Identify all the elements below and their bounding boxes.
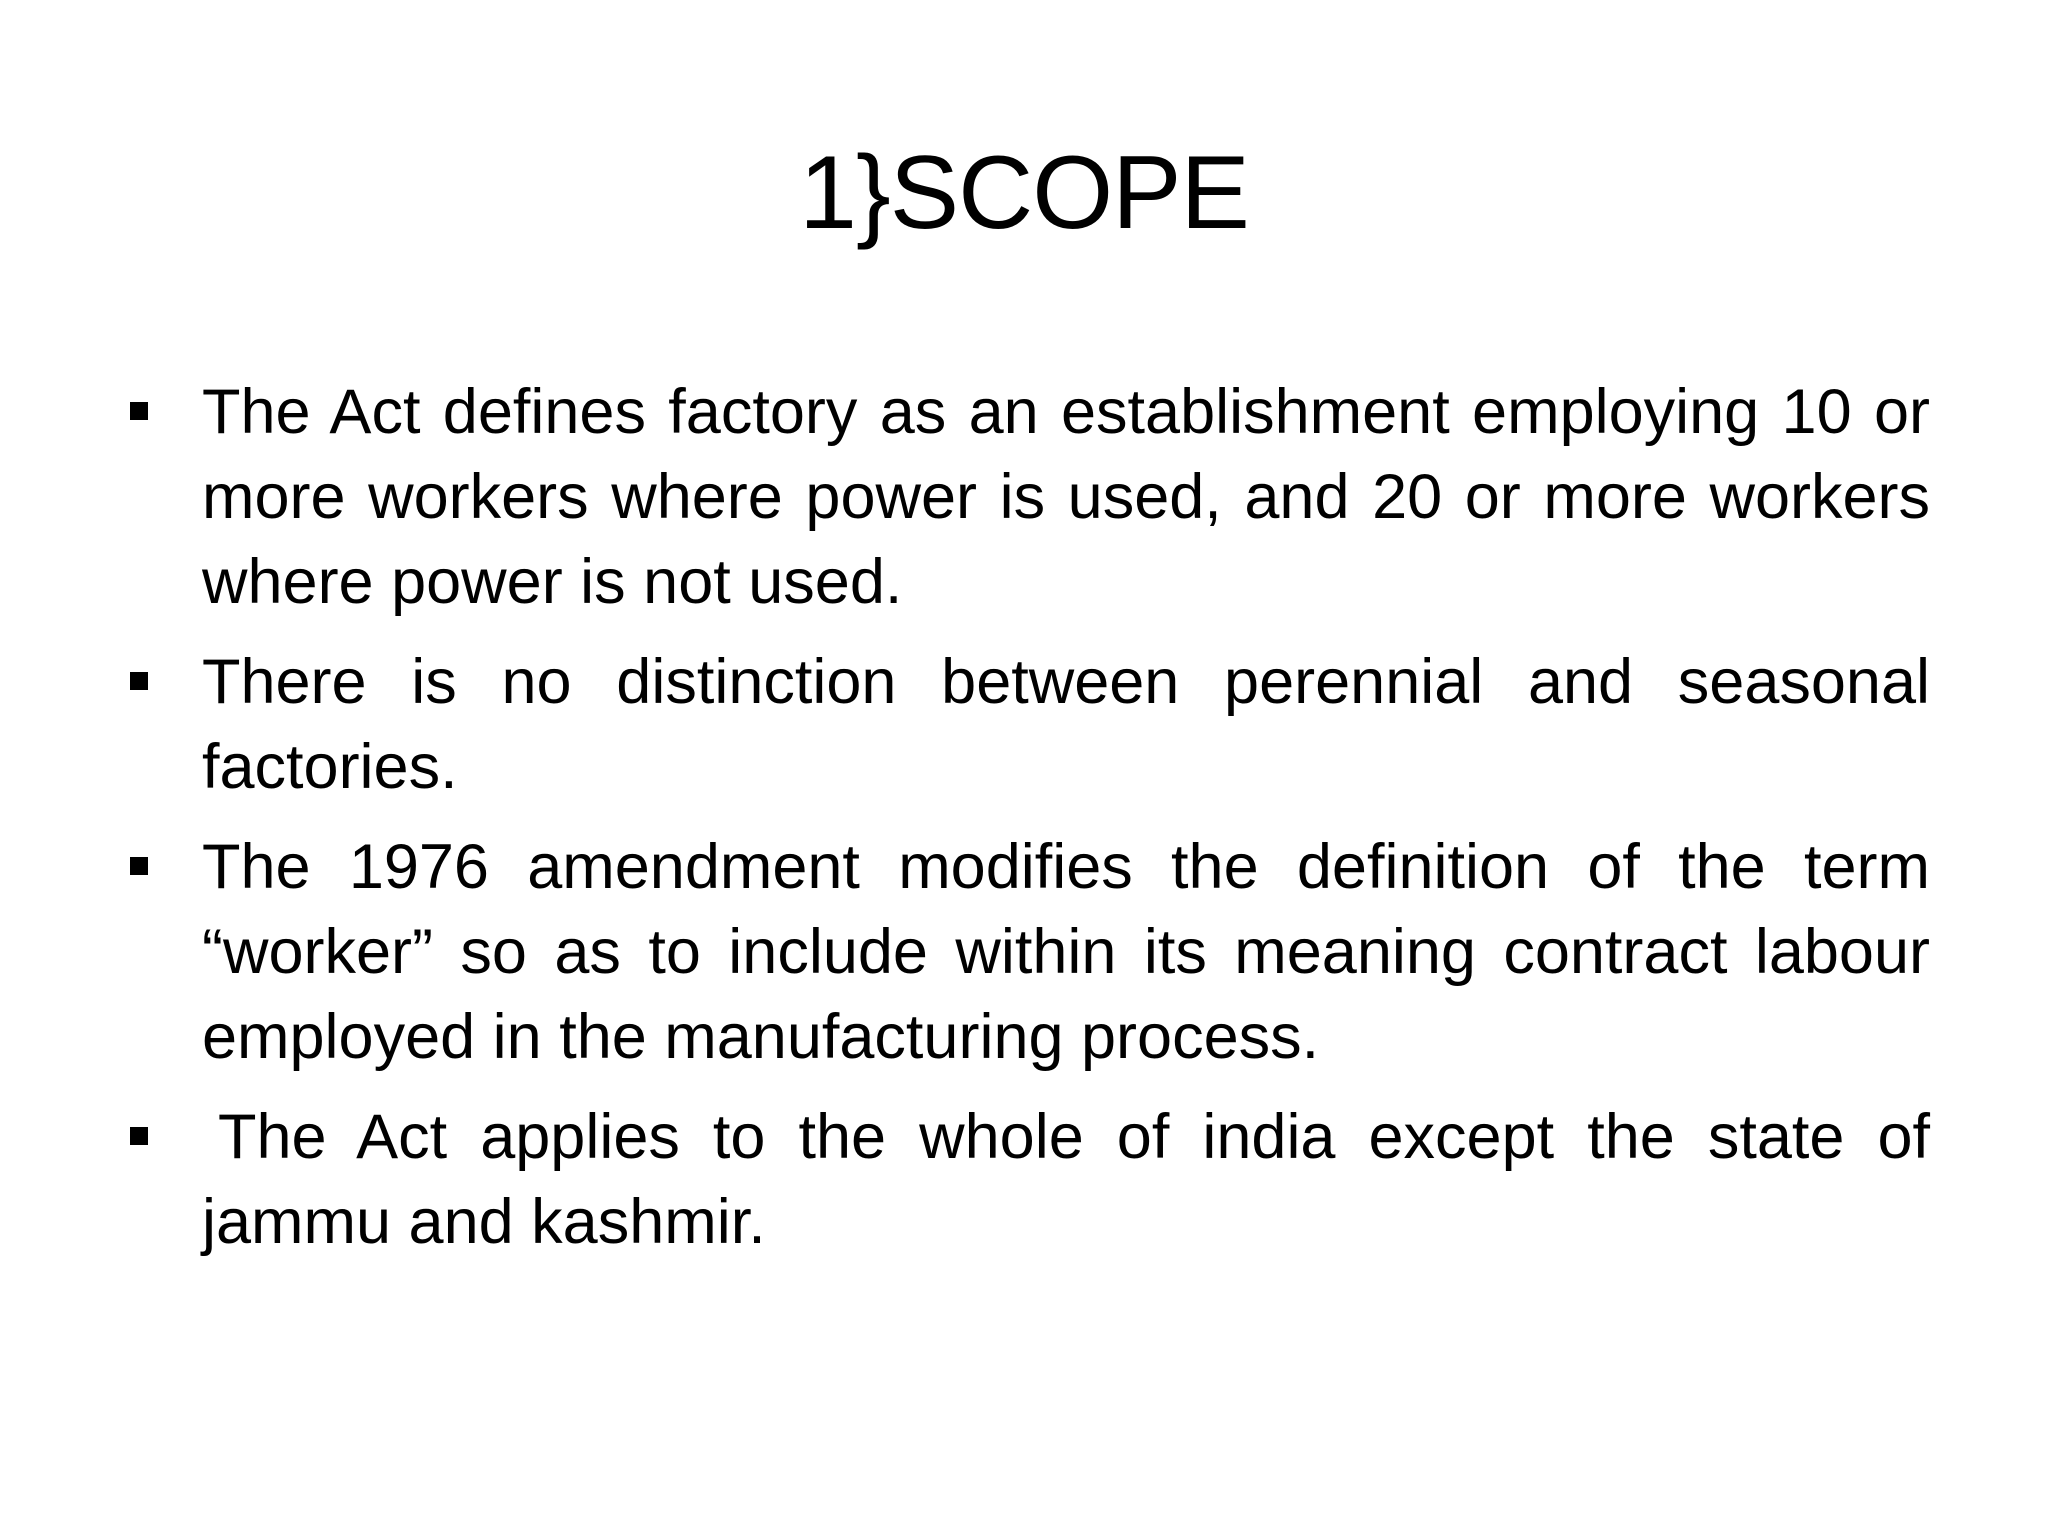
bullet-item bbox=[130, 370, 1930, 625]
square-bullet-icon bbox=[130, 1127, 148, 1145]
bullet-text: The 1976 amendment modifies the definition of the term “worker” so as to include within its meaning contract labour employed in the manufacturing process. bbox=[202, 832, 1930, 1072]
bullet-text: The Act defines factory as an establishment employing 10 or more workers where power is used, and 20 or more workers where power is not used. bbox=[202, 377, 1930, 617]
bullet-item bbox=[130, 1095, 1930, 1265]
bullet-item bbox=[130, 640, 1930, 810]
slide-title: 1}SCOPE bbox=[799, 135, 1249, 251]
square-bullet-icon bbox=[130, 402, 148, 420]
bullet-item bbox=[130, 825, 1930, 1080]
bullet-text: There is no distinction between perennial and seasonal factories. bbox=[202, 647, 1930, 802]
square-bullet-icon bbox=[130, 857, 148, 875]
square-bullet-icon bbox=[130, 672, 148, 690]
bullet-list bbox=[130, 370, 1930, 1280]
bullet-text: The Act applies to the whole of india except the state of jammu and kashmir. bbox=[202, 1102, 1930, 1257]
